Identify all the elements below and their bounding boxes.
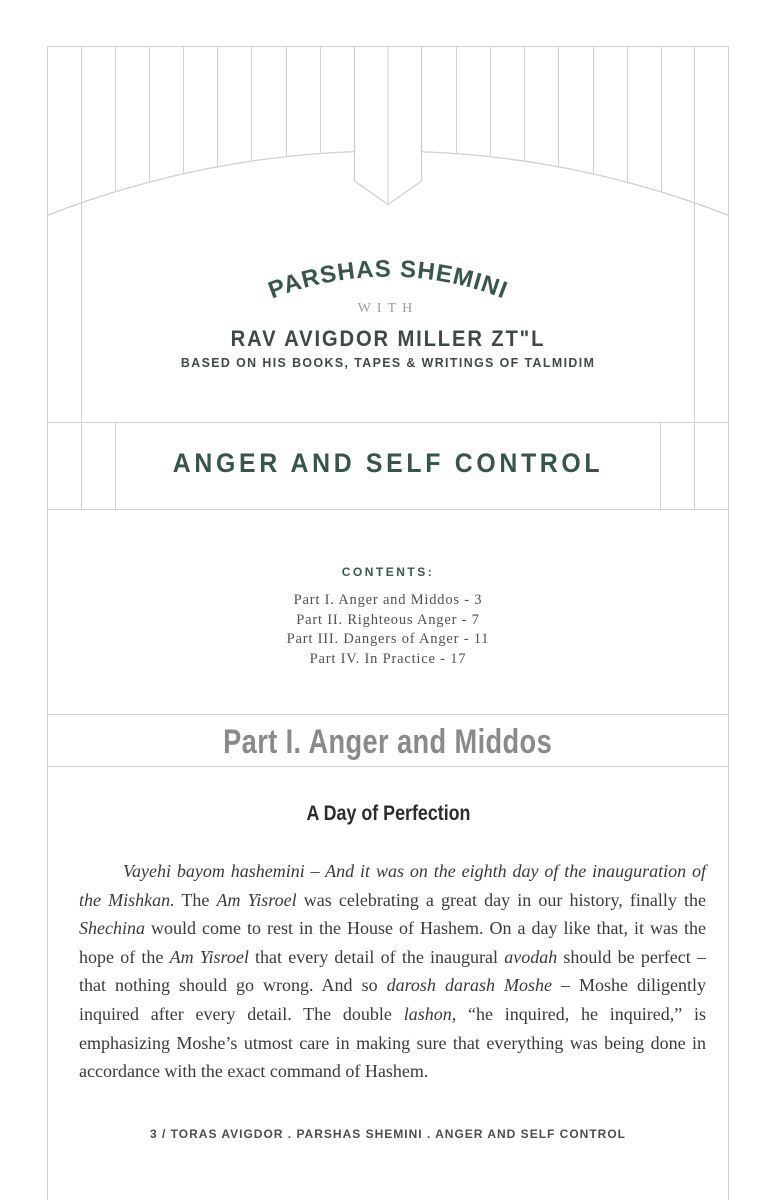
booklet-title-line — [0, 448, 776, 479]
masthead-tagline: BASED ON HIS BOOKS, TAPES & WRITINGS OF TALMIDIM — [180, 355, 596, 370]
author-name: RAV AVIGDOR MILLER ZT"L — [230, 326, 546, 351]
booklet-title: ANGER AND SELF CONTROL — [172, 448, 604, 478]
bookmark-ribbon-icon — [355, 46, 422, 205]
contents-item: Part IV. In Practice - 17 — [309, 650, 467, 667]
section-banner — [0, 718, 776, 767]
contents-item: Part II. Righteous Anger - 7 — [296, 611, 480, 628]
author-line — [0, 326, 776, 352]
with-label: WITH — [357, 301, 419, 316]
contents-list — [0, 591, 776, 669]
contents-heading: CONTENTS: — [341, 565, 435, 579]
section-subheading: A Day of Perfection — [306, 802, 470, 825]
contents-item: Part I. Anger and Middos - 3 — [293, 592, 483, 608]
body-paragraph: Vayehi bayom hashemini – And it was on the eighth day of the inauguration of the Mishkan. The Am Yisroel was celebrating a great day in our history, finally the Shechina would come to rest in the House of Hashem. On a day like that, it was the hope of the Am Yisroel that every detail of the inaugural avodah should be perfect – that nothing should go wrong. And so darosh darash Moshe – Moshe diligently inquired after every detail. The double lashon, “he inquired, he inquired,” is emphasizing Moshe’s utmost care in making sure that everything was being done in accordance with the exact command of Hashem. — [79, 861, 707, 1082]
contents-item: Part III. Dangers of Anger - 11 — [286, 631, 490, 647]
section-banner-title: Part I. Anger and Middos — [223, 723, 553, 761]
page-footer: 3 / TORAS AVIGDOR . PARSHAS SHEMINI . ANGER AND SELF CONTROL — [149, 1127, 627, 1141]
parsha-title: PARSHAS SHEMINI — [264, 255, 512, 305]
tagline-line — [0, 354, 776, 372]
subheading-line — [0, 802, 776, 826]
